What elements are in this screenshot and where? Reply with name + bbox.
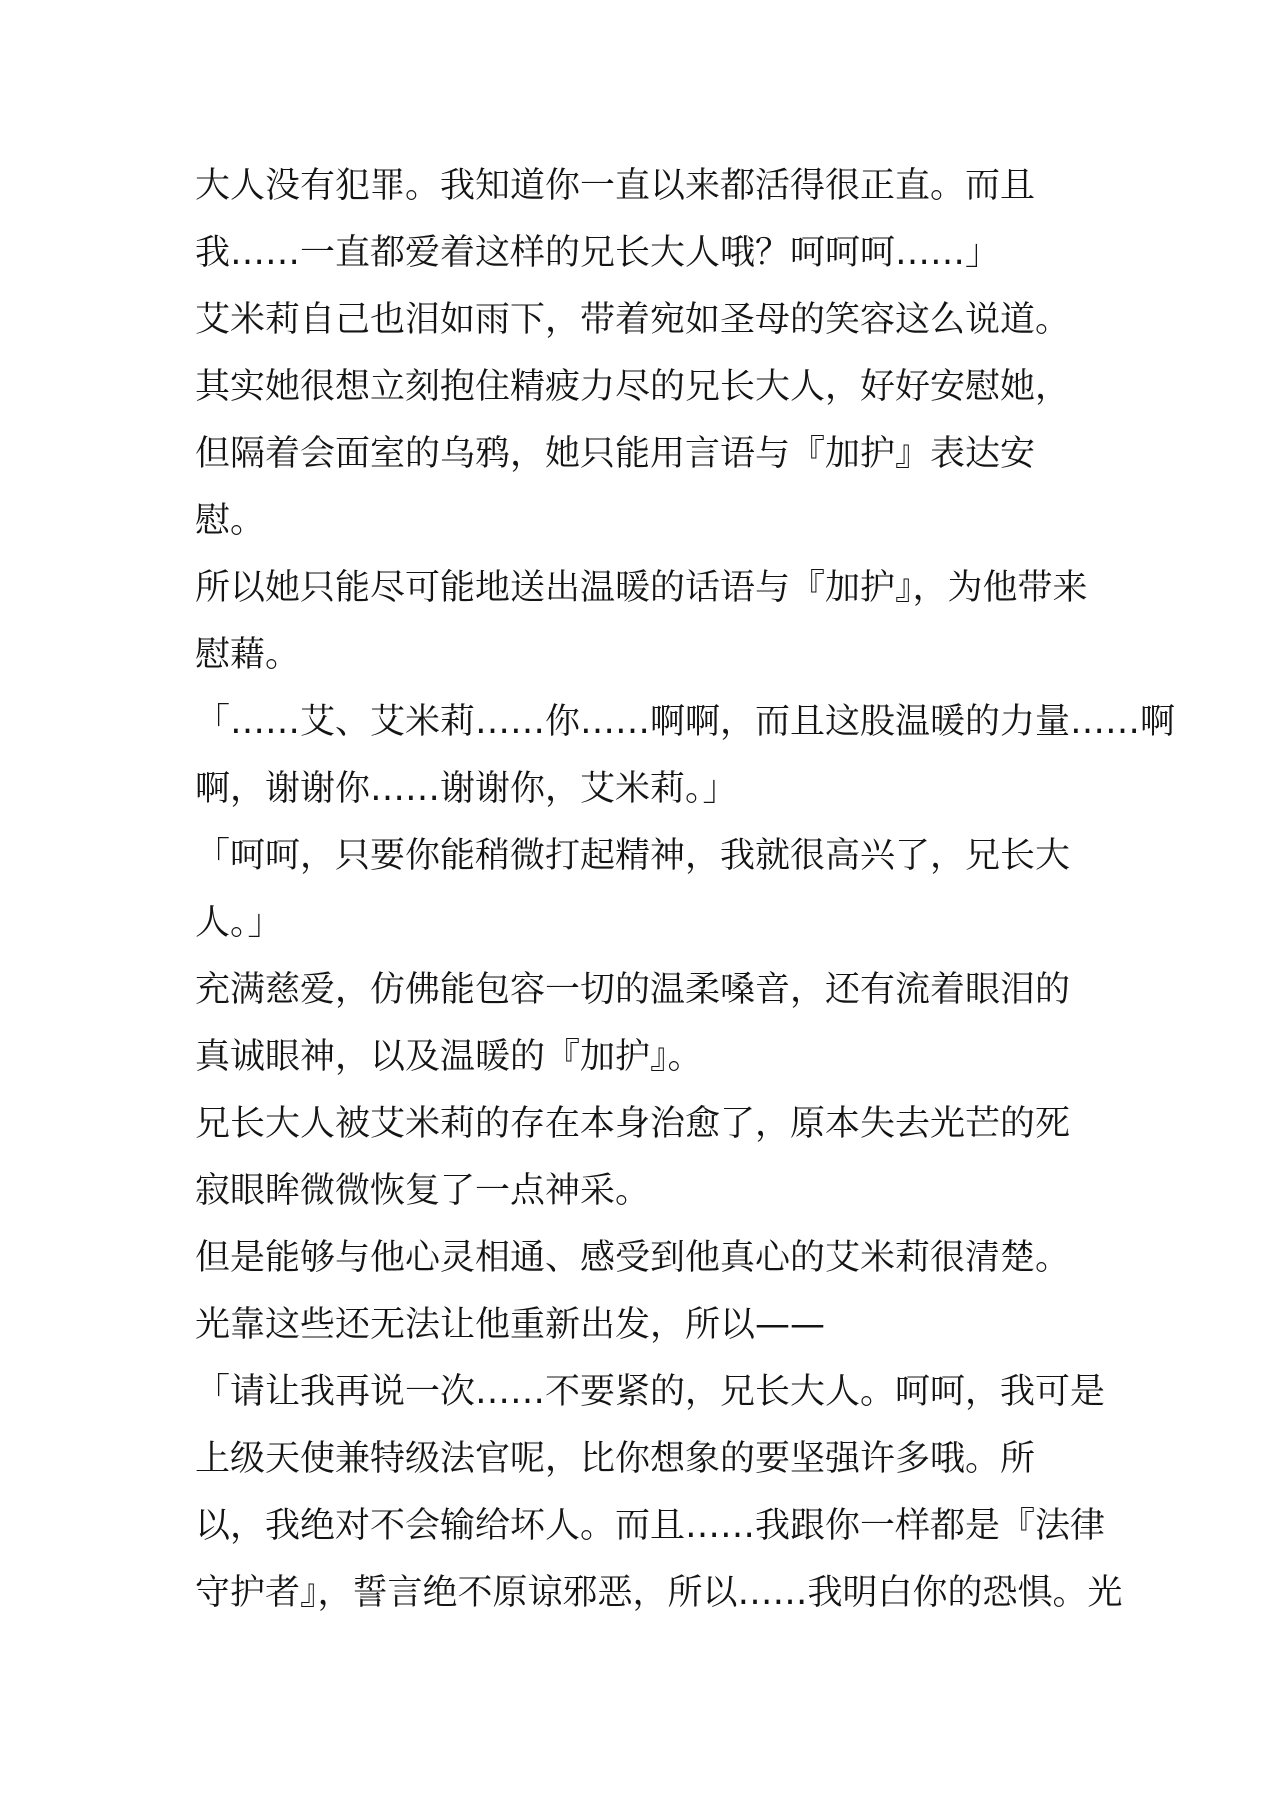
text-line: 兄长大人被艾米莉的存在本身治愈了，原本失去光芒的死	[195, 1104, 1071, 1144]
text-line: 真诚眼神，以及温暖的『加护』。	[195, 1037, 703, 1077]
text-line: 守护者』，誓言绝不原谅邪恶，所以……我明白你的恐惧。光	[195, 1573, 1123, 1613]
text-line: 啊，谢谢你……谢谢你，艾米莉。」	[195, 769, 738, 809]
text-line: 慰藉。	[195, 635, 301, 675]
page-body-text	[195, 153, 1255, 1627]
text-line: 大人没有犯罪。我知道你一直以来都活得很正直。而且	[195, 166, 1036, 206]
text-line: 但隔着会面室的乌鸦，她只能用言语与『加护』表达安	[195, 434, 1036, 474]
text-line: 但是能够与他心灵相通、感受到他真心的艾米莉很清楚。	[195, 1238, 1071, 1278]
text-line: 以，我绝对不会输给坏人。而且……我跟你一样都是『法律	[195, 1506, 1106, 1546]
text-line: 「请让我再说一次……不要紧的，兄长大人。呵呵，我可是	[195, 1372, 1106, 1412]
text-line: 「呵呵，只要你能稍微打起精神，我就很高兴了，兄长大	[195, 836, 1071, 876]
text-line: 光靠这些还无法让他重新出发，所以——	[195, 1305, 826, 1345]
text-line: 「……艾、艾米莉……你……啊啊，而且这股温暖的力量……啊	[195, 702, 1176, 742]
text-line: 上级天使兼特级法官呢，比你想象的要坚强许多哦。所	[195, 1439, 1036, 1479]
text-line: 慰。	[195, 501, 266, 541]
text-line: 寂眼眸微微恢复了一点神采。	[195, 1171, 651, 1211]
text-line: 充满慈爱，仿佛能包容一切的温柔嗓音，还有流着眼泪的	[195, 970, 1071, 1010]
text-line: 我……一直都爱着这样的兄长大人哦？呵呵呵……」	[195, 233, 1001, 273]
text-line: 其实她很想立刻抱住精疲力尽的兄长大人，好好安慰她，	[195, 367, 1071, 407]
text-line: 艾米莉自己也泪如雨下，带着宛如圣母的笑容这么说道。	[195, 300, 1071, 340]
text-line: 所以她只能尽可能地送出温暖的话语与『加护』，为他带来	[195, 568, 1088, 608]
text-line: 人。」	[195, 903, 283, 943]
